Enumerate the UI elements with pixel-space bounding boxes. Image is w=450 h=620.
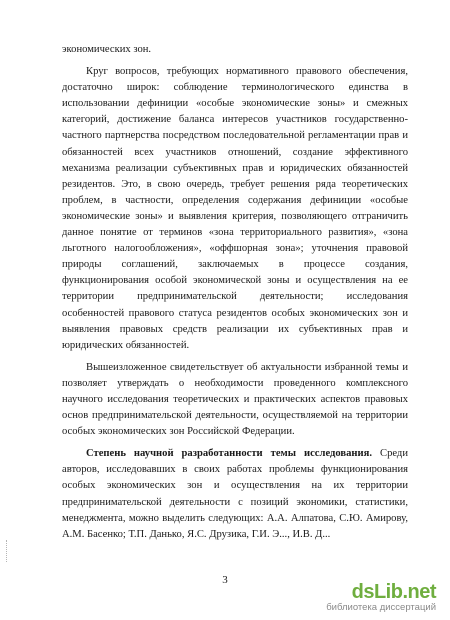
text-line: экономических зон. xyxy=(62,44,152,55)
text-line: особых экономических зон и осуществления на их территории xyxy=(62,480,408,492)
text-line: данное понятие от терминов «зона территориального развития», «зона xyxy=(62,227,408,239)
text-line: основ предпринимательской деятельности, осуществляемой на территории xyxy=(62,410,408,422)
text-line: функционирования особой экономической зоны и осуществления на ее xyxy=(62,275,408,287)
page-number: 3 xyxy=(222,574,228,586)
text-line: достаточно широк: соблюдение терминологического единства в xyxy=(62,82,408,94)
text-line: обязанностей всех участников отношений, создание эффективного xyxy=(62,146,408,158)
text-line: льготного налогообложения», «оффшорная зона»; уточнения правовой xyxy=(62,243,408,255)
text-line: выявления правовых средств реализации их субъективных прав и xyxy=(62,323,408,335)
text-line: авторов, исследовавших в своих работах проблемы функционирования xyxy=(62,464,408,476)
text-line: предпринимательской деятельности с позиций экономики, статистики, xyxy=(62,496,408,508)
text-fragment: Среди xyxy=(372,448,408,460)
text-line: механизма реализации субъективных прав и юридических обязанностей xyxy=(62,162,408,174)
paragraph-2 xyxy=(62,360,408,440)
text-line: А.М. Басенко; Т.П. Данько, Я.С. Друзика, Г.И. Э..., И.В. Д... xyxy=(62,528,331,540)
section-heading: Степень научной разработанности темы исследования. xyxy=(86,448,373,460)
text-line: менеджмента, можно выделить следующих: А.А. Алпатова, С.Ю. Амирову, xyxy=(62,512,408,524)
text-line: Вышеизложенное свидетельствует об актуальности избранной темы и xyxy=(86,361,408,373)
text-line xyxy=(62,446,408,462)
text-line: использовании дефиниции «особые экономические зоны» и смежных xyxy=(62,98,408,110)
text-line: научного исследования теоретических и практических аспектов правовых xyxy=(62,393,408,405)
paragraph-3 xyxy=(62,446,408,543)
text-line: территории предпринимательской деятельности; исследования xyxy=(62,291,408,303)
text-line: природы соглашений, заключаемых в процессе создания, xyxy=(62,259,408,271)
text-line: частного партнерства посредством последовательной регламентации прав и xyxy=(62,130,408,142)
watermark-logo: dsLib.net xyxy=(351,581,436,603)
watermark xyxy=(326,582,436,613)
text-line: особых экономических зон Российской Федерации. xyxy=(62,426,295,438)
margin-mark xyxy=(6,540,11,562)
text-line: юридических обязанностей. xyxy=(62,339,190,351)
text-line: Круг вопросов, требующих нормативного правового обеспечения, xyxy=(86,66,408,78)
paragraph-1 xyxy=(62,64,408,354)
watermark-subtitle: библиотека диссертаций xyxy=(326,602,436,613)
text-line: проблем, в частности, определения содержания дефиниции «особые xyxy=(62,194,408,206)
text-line: экономические зоны» и выявления критерия, позволяющего отграничить xyxy=(62,210,408,222)
text-line: особенностей правового статуса резидентов особых экономических зон и xyxy=(62,307,408,319)
text-line: категорий, достижение баланса интересов участников государственно- xyxy=(62,114,408,126)
text-line: резидентов. Это, в свою очередь, требует решения ряда теоретических xyxy=(62,178,408,190)
text-line: позволяет утверждать о необходимости проведенного комплексного xyxy=(62,377,408,389)
text-body xyxy=(62,42,408,543)
